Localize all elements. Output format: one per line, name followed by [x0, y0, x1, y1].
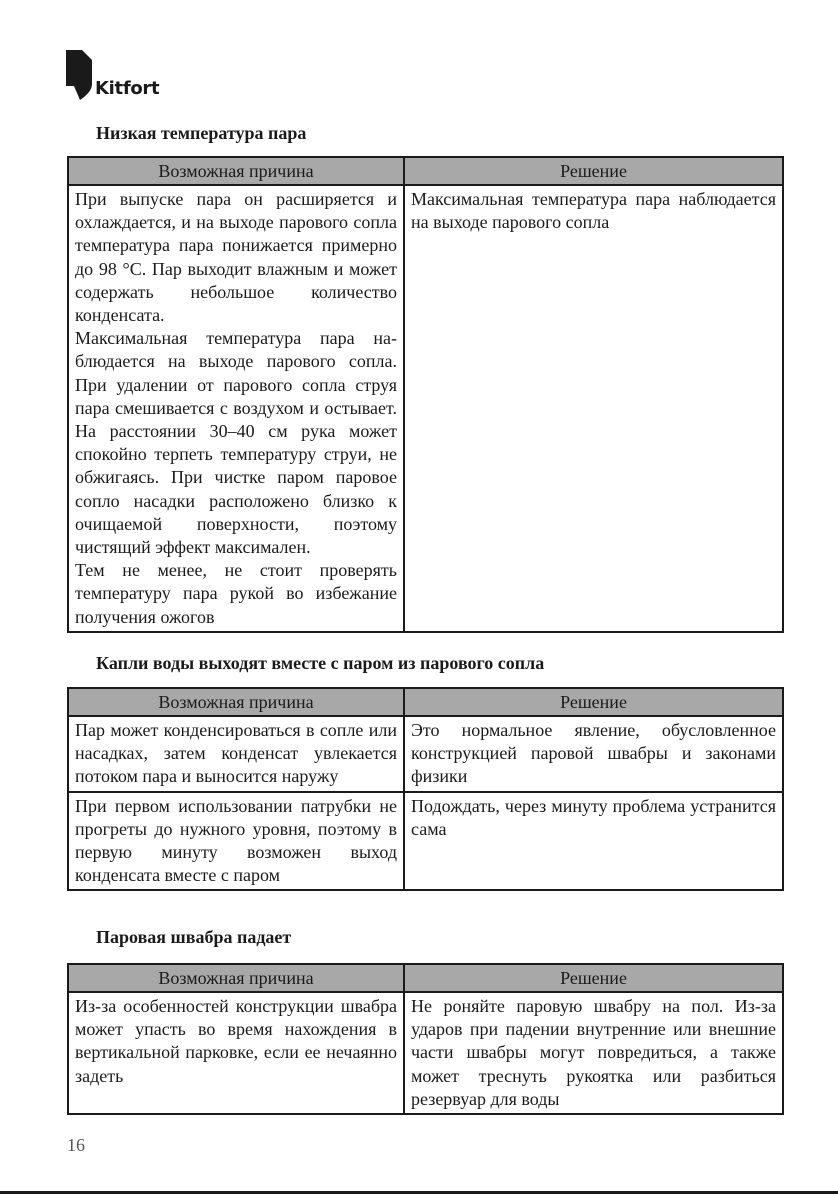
troubleshooting-table [67, 963, 784, 1115]
cause-paragraph: Из-за особенностей конструкции швабра может упасть во время нахождения в вертикальной парковке, если ее нечаянно задеть [75, 996, 397, 1086]
table-row [68, 185, 783, 632]
kitfort-logo [66, 50, 186, 100]
table-header-row [68, 688, 783, 716]
header-cause: Возможная причина [68, 688, 404, 716]
cause-cell [68, 185, 404, 632]
section-water-drops [67, 653, 782, 891]
header-solution: Решение [404, 688, 783, 716]
kitfort-logo-icon [66, 50, 92, 100]
cause-cell [68, 992, 404, 1114]
cause-paragraph: При выпуске пара он расширяется и охлаждается, и на выходе парового сопла температура пара понижается примерно до 98 °С. Пар выходит влажным и может содержать небольшое количество конденсата. [75, 189, 397, 326]
cause-paragraph: Пар может конденсироваться в сопле или насадках, затем конденсат увлекается потоком пара и выносится наружу [75, 720, 397, 787]
cause-paragraph: При первом использовании патрубки не прогреты до нужного уровня, поэтому в первую минуту возможен выход конденсата вместе с паром [75, 795, 397, 886]
cause-cell [68, 716, 404, 792]
page-number: 16 [67, 1135, 85, 1155]
section-title: Паровая швабра падает [96, 927, 292, 947]
header-cause: Возможная причина [68, 964, 404, 992]
cause-paragraph: Максимальная температура пара наблюдается на выходе парового сопла. При удалении от парового сопла струя пара смешивается с воздухом и остывает. На расстоянии 30–40 см рука может спокойно терпеть температуру струи, не обжигаясь. При чистке паром паровое сопло насадки расположено близко к очищаемой поверхности, поэтому чистящий эффект максимален. [75, 328, 397, 558]
cause-cell [68, 792, 404, 891]
header-solution: Решение [404, 157, 783, 185]
section-title: Капли воды выходят вместе с паром из парового сопла [96, 653, 545, 673]
section-title: Низкая температура пара [96, 123, 307, 143]
brand-name: Kitfort [95, 78, 160, 99]
table-row [68, 792, 783, 891]
section-mop-falls [67, 927, 782, 1115]
table-row [68, 992, 783, 1114]
table-row [68, 716, 783, 792]
solution-cell: Максимальная температура пара наблюдается на выходе парового сопла [404, 185, 783, 632]
cause-paragraph: Тем не менее, не стоит проверять температуру пара рукой во избежание получения ожогов [75, 560, 397, 627]
header-cause: Возможная причина [68, 157, 404, 185]
solution-cell: Подождать, через минуту проблема устранится сама [404, 792, 783, 891]
header-solution: Решение [404, 964, 783, 992]
troubleshooting-table [67, 687, 784, 891]
table-header-row [68, 964, 783, 992]
bottom-divider [0, 1191, 838, 1194]
troubleshooting-table [67, 156, 784, 633]
solution-cell: Это нормальное явление, обусловленное конструкцией паровой швабры и законами физики [404, 716, 783, 792]
table-header-row [68, 157, 783, 185]
solution-cell: Не роняйте паровую швабру на пол. Из-за ударов при падении внутренние или внешние части швабры могут повредиться, а также может треснуть рукоятка или разбиться резервуар для воды [404, 992, 783, 1114]
section-low-steam-temp [67, 123, 782, 633]
